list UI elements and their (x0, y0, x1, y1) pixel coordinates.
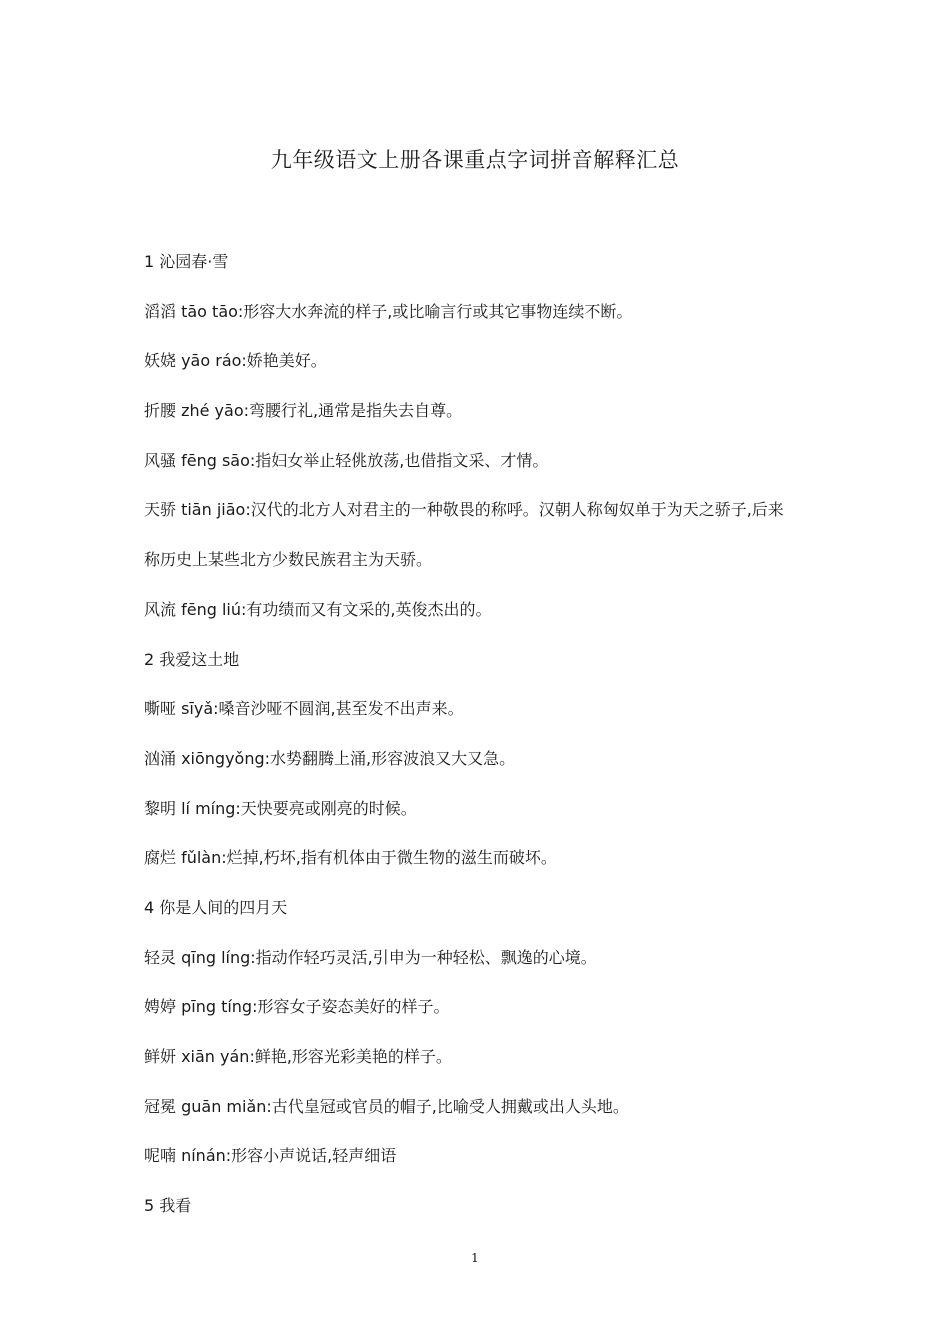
vocab-entry: 风骚 fēng sāo:指妇女举止轻佻放荡,也借指文采、才情。 (144, 450, 549, 470)
vocab-entry: 嘶哑 sīyǎ:嗓音沙哑不圆润,甚至发不出声来。 (144, 699, 464, 719)
section-heading: 1 沁园春·雪 (144, 252, 229, 271)
vocab-entry: 滔滔 tāo tāo:形容大水奔流的样子,或比喻言行或其它事物连续不断。 (144, 301, 633, 321)
vocab-entry-continuation: 称历史上某些北方少数民族君主为天骄。 (144, 550, 433, 570)
vocab-entry: 折腰 zhé yāo:弯腰行礼,通常是指失去自尊。 (144, 401, 463, 421)
section-heading: 5 我看 (144, 1196, 192, 1216)
document-body (144, 245, 824, 1239)
vocab-entry: 黎明 lí míng:天快要亮或刚亮的时候。 (144, 798, 417, 818)
section-heading: 4 你是人间的四月天 (144, 897, 288, 917)
vocab-entry: 妖娆 yāo ráo:娇艳美好。 (144, 351, 327, 371)
vocab-entry: 娉婷 pīng tíng:形容女子姿态美好的样子。 (144, 997, 450, 1017)
vocab-entry: 风流 fēng liú:有功绩而又有文采的,英俊杰出的。 (144, 599, 492, 619)
document-title: 九年级语文上册各课重点字词拼音解释汇总 (270, 148, 680, 172)
vocab-entry: 轻灵 qīng líng:指动作轻巧灵活,引申为一种轻松、飘逸的心境。 (144, 947, 597, 967)
page-number: 1 (471, 1251, 479, 1265)
vocab-entry: 鲜妍 xiān yán:鲜艳,形容光彩美艳的样子。 (144, 1047, 452, 1066)
vocab-entry: 汹涌 xiōngyǒng:水势翻腾上涌,形容波浪又大又急。 (144, 748, 516, 768)
vocab-entry: 腐烂 fǔlàn:烂掉,朽坏,指有机体由于微生物的滋生而破坏。 (144, 848, 557, 868)
vocab-entry: 冠冕 guān miǎn:古代皇冠或官员的帽子,比喻受人拥戴或出人头地。 (144, 1096, 629, 1116)
section-heading: 2 我爱这土地 (144, 649, 240, 669)
vocab-entry: 呢喃 nínán:形容小声说话,轻声细语 (144, 1146, 397, 1166)
vocab-entry: 天骄 tiān jiāo:汉代的北方人对君主的一种敬畏的称呼。汉朝人称匈奴单于为天之骄子,后来 (144, 500, 784, 520)
